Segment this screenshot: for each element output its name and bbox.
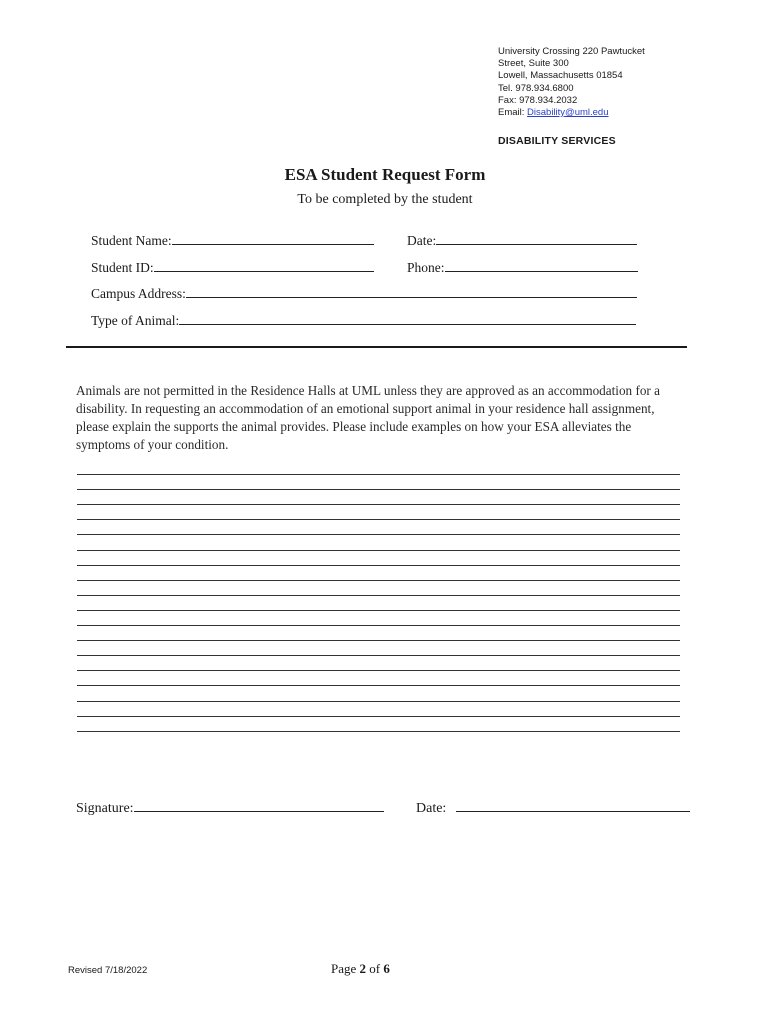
page-of: of: [366, 961, 384, 976]
type-of-animal-field: [91, 311, 636, 329]
signature-date-input[interactable]: [456, 797, 690, 812]
answer-line[interactable]: [77, 534, 680, 535]
phone-field: [407, 258, 638, 276]
signature-input[interactable]: [134, 797, 384, 812]
date-field: [407, 231, 637, 249]
email-link[interactable]: Disability@uml.edu: [527, 107, 609, 119]
student-name-field: [91, 231, 374, 249]
address-line: Street, Suite 300: [498, 58, 569, 70]
email-line: [498, 107, 738, 119]
student-id-label: Student ID:: [91, 260, 154, 275]
form-title: ESA Student Request Form: [284, 165, 486, 184]
answer-line[interactable]: [77, 519, 680, 520]
phone-line: Tel. 978.934.6800: [498, 82, 574, 94]
fax-line: Fax: 978.934.2032: [498, 94, 578, 106]
answer-line[interactable]: [77, 489, 680, 490]
student-id-field: [91, 258, 374, 276]
student-id-input[interactable]: [154, 258, 374, 272]
answer-line[interactable]: [77, 640, 680, 641]
revision-date: Revised 7/18/2022: [68, 965, 148, 976]
answer-line[interactable]: [77, 565, 680, 566]
answer-line[interactable]: [77, 474, 680, 475]
address-line: Lowell, Massachusetts 01854: [498, 70, 623, 82]
answer-line[interactable]: [77, 685, 680, 686]
page-total: 6: [383, 961, 390, 976]
student-name-input[interactable]: [172, 231, 374, 245]
email-label: Email:: [498, 107, 528, 119]
form-subtitle: To be completed by the student: [297, 192, 473, 207]
page-prefix: Page: [331, 961, 360, 976]
answer-line[interactable]: [77, 595, 680, 596]
answer-line[interactable]: [77, 655, 680, 656]
answer-line[interactable]: [77, 731, 680, 732]
campus-address-field: [91, 284, 637, 302]
signature-label: Signature:: [76, 801, 134, 816]
address-line: University Crossing 220 Pawtucket: [498, 46, 645, 57]
instructions-text: Animals are not permitted in the Residence Halls at UML unless they are approved as an accommodation for a disability. In requesting an accommodation of an emotional support animal in your residence hall assignment, please explain the supports the animal provides. Please include examples on how your ESA alleviates the symptoms of your condition.: [76, 383, 660, 452]
campus-address-input[interactable]: [186, 284, 637, 298]
phone-label: Phone:: [407, 260, 445, 275]
answer-line[interactable]: [77, 504, 680, 505]
answer-line[interactable]: [77, 625, 680, 626]
section-divider: [66, 346, 687, 348]
department-name: DISABILITY SERVICES: [498, 135, 616, 147]
campus-address-label: Campus Address:: [91, 286, 186, 301]
page-current: 2: [359, 961, 367, 976]
answer-line[interactable]: [77, 670, 680, 671]
answer-line[interactable]: [77, 610, 680, 611]
answer-line[interactable]: [77, 716, 680, 717]
phone-input[interactable]: [445, 258, 638, 272]
answer-line[interactable]: [77, 550, 680, 551]
signature-field: [76, 797, 384, 817]
student-name-label: Student Name:: [91, 233, 172, 248]
page-number: [331, 961, 390, 977]
type-of-animal-label: Type of Animal:: [91, 313, 180, 328]
date-input[interactable]: [436, 231, 637, 245]
answer-line[interactable]: [77, 580, 680, 581]
signature-date-field: [416, 797, 690, 817]
type-of-animal-input[interactable]: [179, 311, 636, 325]
address-block: [498, 46, 738, 119]
date-label: Date:: [407, 233, 437, 248]
signature-date-label: Date:: [416, 801, 450, 816]
answer-line[interactable]: [77, 701, 680, 702]
